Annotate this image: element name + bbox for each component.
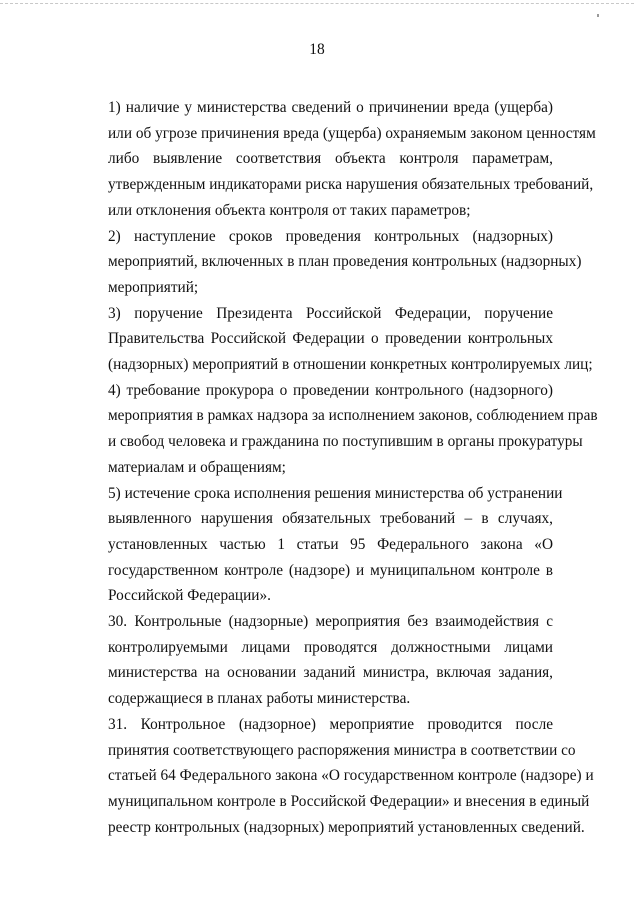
paragraph-item-2: [68, 224, 582, 301]
text-line: 5) истечение срока исполнения решения министерства об устранении: [108, 484, 563, 502]
paragraph-item-4: [68, 378, 598, 481]
text-line: мероприятий;: [108, 278, 199, 296]
text-line: и свобод человека и гражданина по поступившим в органы прокуратуры: [108, 433, 583, 451]
text-line: муниципальном контроле в Российской Федерации» и внесения в единый: [108, 792, 590, 810]
text-line: 2) наступление сроков проведения контрольных (надзорных): [108, 227, 553, 245]
text-line: выявленного нарушения обязательных требований – в случаях,: [108, 510, 553, 528]
page-number: 18: [309, 41, 325, 58]
text-line: министерства на основании заданий министра, включая задания,: [108, 664, 553, 682]
text-line: или об угрозе причинения вреда (ущерба) охраняемым законом ценностям: [108, 124, 596, 142]
text-line: 1) наличие у министерства сведений о причинении вреда (ущерба): [108, 99, 553, 116]
paragraph-item-3: [68, 301, 593, 378]
scan-speck: [597, 14, 599, 17]
text-line: или отклонения объекта контроля от таких параметров;: [108, 201, 471, 219]
text-line: установленных частью 1 статьи 95 Федерального закона «О: [108, 535, 553, 553]
text-line: 3) поручение Президента Российской Федерации, поручение: [108, 304, 553, 322]
text-line: принятия соответствующего распоряжения министра в соответствии со: [108, 741, 576, 759]
text-line: контролируемыми лицами проводятся должностными лицами: [108, 638, 553, 656]
text-line: содержащиеся в планах работы министерства.: [108, 690, 411, 708]
text-line: (надзорных) мероприятий в отношении конкретных контролируемых лиц;: [108, 356, 593, 374]
text-line: государственном контроле (надзоре) и муниципальном контроле в: [108, 561, 553, 579]
text-line: Российской Федерации».: [108, 587, 271, 605]
text-line: либо выявление соответствия объекта контроля параметрам,: [108, 150, 553, 168]
text-line: утвержденным индикаторами риска нарушения обязательных требований,: [108, 176, 594, 194]
text-line: Правительства Российской Федерации о проведении контрольных: [108, 330, 553, 348]
text-line: реестр контрольных (надзорных) мероприятий установленных сведений.: [108, 818, 585, 836]
paragraph-30: [68, 609, 553, 712]
text-line: мероприятий, включенных в план проведения контрольных (надзорных): [108, 253, 582, 271]
text-line: 4) требование прокурора о проведении контрольного (надзорного): [108, 381, 553, 399]
paragraph-item-5: [68, 481, 563, 610]
text-line: 30. Контрольные (надзорные) мероприятия без взаимодействия с: [108, 613, 553, 631]
document-body: [68, 95, 598, 840]
paragraph-item-1: [68, 95, 596, 224]
text-line: 31. Контрольное (надзорное) мероприятие проводится после: [108, 715, 553, 733]
text-line: мероприятия в рамках надзора за исполнением законов, соблюдением прав: [108, 407, 598, 425]
text-line: материалам и обращениям;: [108, 458, 286, 476]
text-line: статьей 64 Федерального закона «О государственном контроле (надзоре) и: [108, 767, 594, 785]
scan-top-edge: [0, 3, 634, 4]
paragraph-31: [68, 712, 594, 841]
